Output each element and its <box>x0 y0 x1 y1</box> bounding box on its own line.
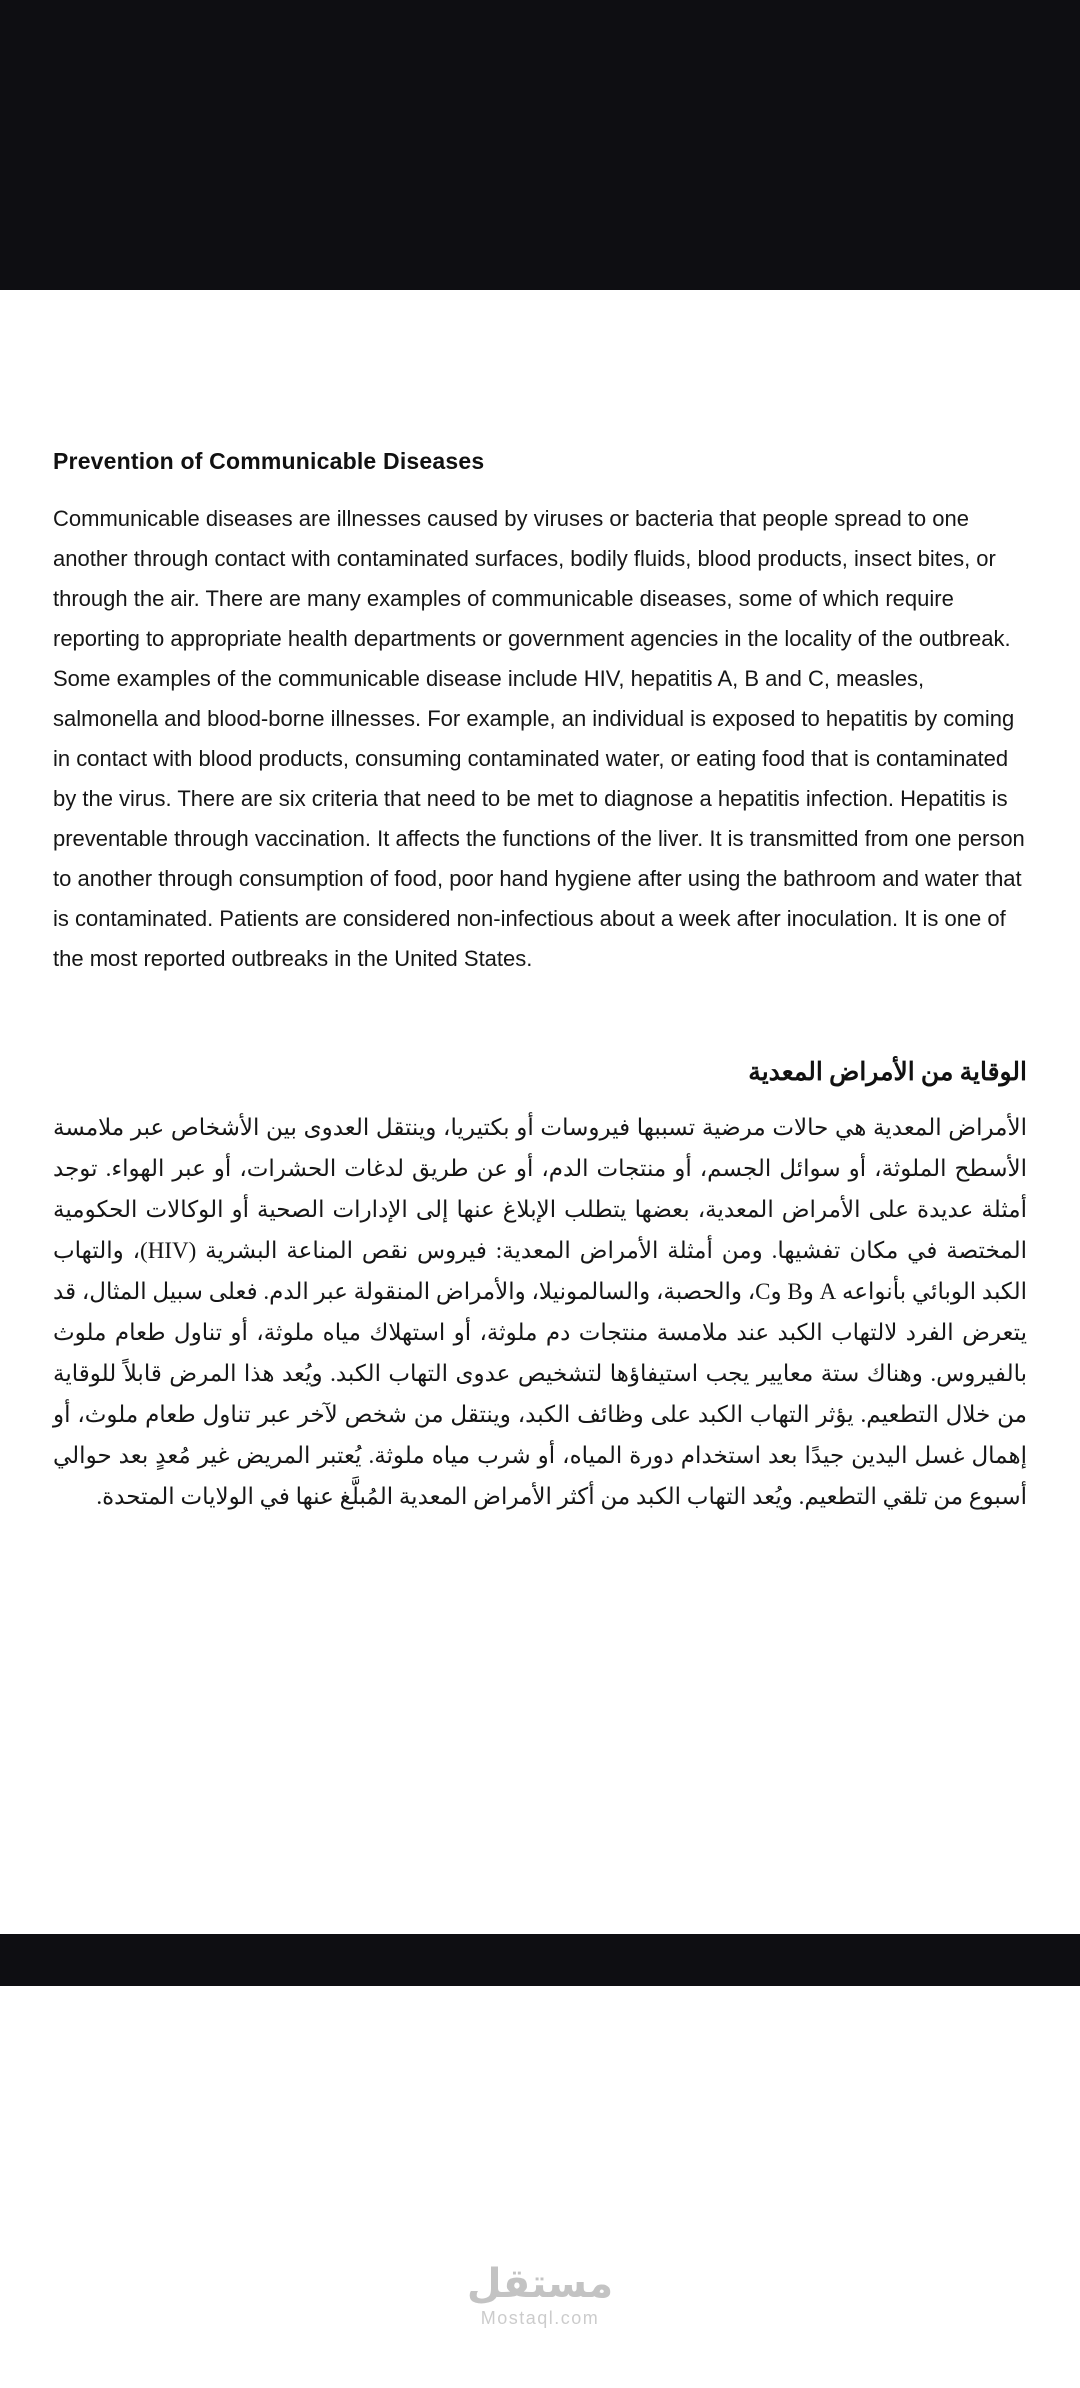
arabic-paragraph: الأمراض المعدية هي حالات مرضية تسببها فيروسات أو بكتيريا، وينتقل العدوى بين الأشخاص عبر ملامسة الأسطح الملوثة، أو سوائل الجسم، أو منتجات الدم، أو عن طريق لدغات الحشرات، أو عبر الهواء. توجد أمثلة عديدة على الأمراض المعدية، بعضها يتطلب الإبلاغ عنها إلى الإدارات الصحية أو الوكالات الحكومية المختصة في مكان تفشيها. ومن أمثلة الأمراض المعدية: فيروس نقص المناعة البشرية (HIV)، والتهاب الكبد الوبائي بأنواعه A وB وC، والحصبة، والسالمونيلا، والأمراض المنقولة عبر الدم. فعلى سبيل المثال، قد يتعرض الفرد لالتهاب الكبد عند ملامسة منتجات دم ملوثة، أو استهلاك مياه ملوثة، أو تناول طعام ملوث بالفيروس. وهناك ستة معايير يجب استيفاؤها لتشخيص عدوى التهاب الكبد. ويُعد هذا المرض قابلاً للوقاية من خلال التطعيم. يؤثر التهاب الكبد على وظائف الكبد، وينتقل من شخص لآخر عبر تناول طعام ملوث، أو إهمال غسل اليدين جيدًا بعد استخدام دورة المياه، أو شرب مياه ملوثة. يُعتبر المريض غير مُعدٍ بعد حوالي أسبوع من تلقي التطعيم. ويُعد التهاب الكبد من أكثر الأمراض المعدية المُبلَّغ عنها في الولايات المتحدة. <box>53 1115 1028 1509</box>
top-black-band <box>0 0 1080 290</box>
watermark-site-label: Mostaql.com <box>480 2308 600 2328</box>
english-heading: Prevention of Communicable Diseases <box>53 448 485 474</box>
arabic-heading: الوقاية من الأمراض المعدية <box>748 1059 1027 1086</box>
bottom-black-band <box>0 1934 1080 1986</box>
document-content <box>53 448 1027 1517</box>
english-paragraph: Communicable diseases are illnesses caused by viruses or bacteria that people spread to one another through contact with contaminated surfaces, bodily fluids, blood products, insect bites, or through the air. There are many examples of communicable diseases, some of which require reporting to appropriate health departments or government agencies in the locality of the outbreak. Some examples of the communicable disease include HIV, hepatitis A, B and C, measles, salmonella and blood-borne illnesses. For example, an individual is exposed to hepatitis by coming in contact with blood products, consuming contaminated water, or eating food that is contaminated by the virus. There are six criteria that need to be met to diagnose a hepatitis infection. Hepatitis is preventable through vaccination. It affects the functions of the liver. It is transmitted from one person to another through consumption of food, poor hand hygiene after using the bathroom and water that is contaminated. Patients are considered non-infectious about a week after inoculation. It is one of the most reported outbreaks in the United States. <box>53 506 1025 971</box>
mostaql-logo: مستقل <box>466 2261 614 2307</box>
watermark <box>0 2262 1080 2329</box>
